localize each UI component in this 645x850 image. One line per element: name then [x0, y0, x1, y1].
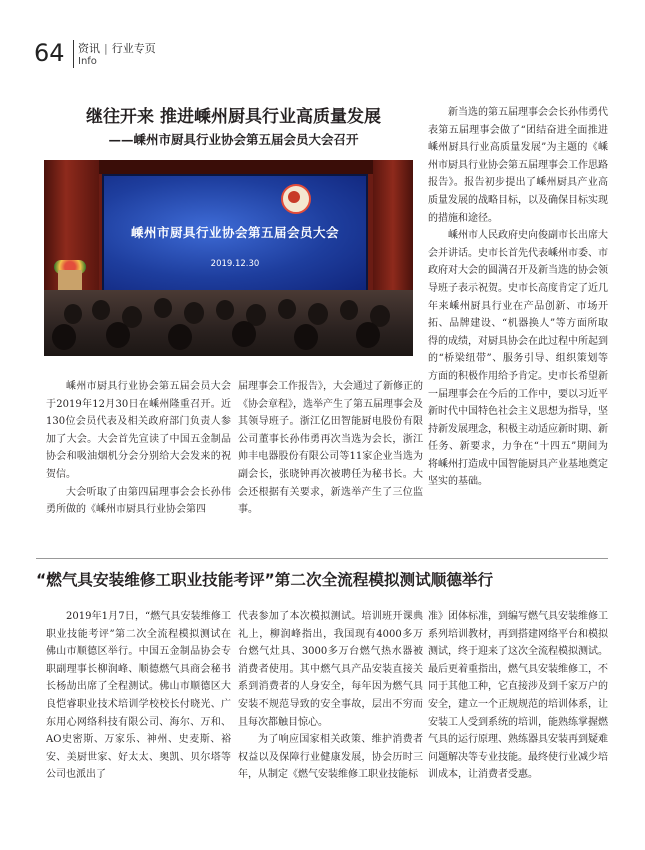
- article1-column-2: [238, 378, 423, 519]
- article2-column-2: [238, 608, 423, 784]
- article2-paragraph: 为了响应国家相关政策、维护消费者权益以及保障行业健康发展，协会历时三年，从制定《燃气安装维修工职业技能标: [238, 734, 423, 781]
- conference-photo: [44, 160, 413, 356]
- section-label: [78, 40, 156, 56]
- article2-paragraph: 准》团体标准，到编写燃气具安装维修工系列培训教材，再到搭建网络平台和模拟测试，终于迎来了这次全流程模拟测试。最后更着重指出，燃气具安装维修工，不同于其他工种，它直接涉及到千家万户的安全，建立一个正规规范的培训体系，让安装工人受到系统的培训，能熟练掌握燃气具的运行原理、熟练器具安装再到疑难问题解决等专业技能。最终使行业减少培训成本，让消费者受惠。: [428, 611, 608, 781]
- article1-paragraph: 大会听取了由第四届理事会会长孙伟勇所做的《嵊州市厨具行业协会第四: [46, 486, 231, 516]
- article1-paragraph: 新当选的第五届理事会会长孙伟勇代表第五届理事会做了“团结奋进全面推进嵊州厨具行业高质量发展”为主题的《嵊州市厨具行业协会第五届理事会工作思路报告》。报告初步提出了嵊州厨具产业高质量发展的战略目标，以及确保目标实现的措施和途径。: [428, 107, 608, 224]
- association-logo-icon: [281, 184, 311, 214]
- screen-title: 嵊州市厨具行业协会第五届会员大会: [130, 225, 339, 240]
- article2-paragraph: 代表参加了本次模拟测试。培训班开课典礼上，柳润峰指出，我国现有4000多万台燃气灶具、3000多万台燃气热水器被消费者使用。其中燃气具产品安装直接关系到消费者的人身安全，每年因为燃气具安装不规范导致的安全事故，层出不穷而且每次都触目惊心。: [238, 611, 423, 728]
- article-divider: [36, 558, 608, 559]
- article1-title: 继往开来 推进嵊州厨具行业高质量发展: [86, 107, 381, 127]
- article2-column-1: [46, 608, 231, 784]
- audience: [44, 290, 413, 356]
- article1-paragraph: 嵊州市人民政府史向俊副市长出席大会并讲话。史市长首先代表嵊州市委、市政府对大会的圆满召开及新当选的协会领导班子表示祝贺。史市长高度肯定了近几年来嵊州厨具行业在产品创新、市场开拓、品牌建设、“机器换人”等方面所取得的成绩，对厨具协会在此过程中所起到的“桥梁纽带”、服务引导、组织策划等方面的积极作用给予肯定。史市长希望新一届理事会在今后的工作中，要以习近平新时代中国特色社会主义思想为指导，坚持新发展理念，积极主动适应新时期、新任务、新要求，力争在“十四五”期间为将嵊州打造成中国智能厨具产业基地奠定坚实的基础。: [428, 230, 608, 488]
- article1-subtitle: ——嵊州市厨具行业协会第五届会员大会召开: [108, 132, 359, 147]
- header-divider: [73, 40, 74, 68]
- article1-column-1: [46, 378, 231, 519]
- section-name: 资讯: [78, 42, 100, 55]
- article2-title: “燃气具安装维修工职业技能考评”第二次全流程模拟测试顺德举行: [36, 571, 494, 589]
- article2-column-3: [428, 608, 608, 784]
- screen-date: 2019.12.30: [210, 259, 260, 269]
- section-english: Info: [78, 56, 97, 67]
- article2-paragraph: 2019年1月7日，“燃气具安装维修工职业技能考评”第二次全流程模拟测试在佛山市顺德区举行。中国五金制品协会专职副理事长柳润峰、顺德燃气具商会秘书长杨劼出席了全程测试。佛山市顺德区大良恺睿职业技术培训学校校长付晓光、广东用心网络科技有限公司、海尔、万和、AO史密斯、万家乐、神州、史麦斯、裕安、美厨世家、好太太、奥凯、贝尔塔等公司也派出了: [46, 611, 231, 781]
- article1-column-3: [428, 104, 608, 491]
- page-number: 64: [34, 39, 65, 67]
- subsection-name: 行业专页: [111, 42, 156, 55]
- projection-screen: [102, 174, 368, 294]
- section-separator: |: [104, 42, 108, 55]
- article1-paragraph: 嵊州市厨具行业协会第五届会员大会于2019年12月30日在嵊州隆重召开。近130位会员代表及相关政府部门负责人参加了大会。大会首先宣读了中国五金制品协会和吸油烟机分会分别给大会发来的祝贺信。: [46, 381, 231, 480]
- article1-paragraph: 届理事会工作报告》，大会通过了新修正的《协会章程》，选举产生了第五届理事会及其领导班子。浙江亿田智能厨电股份有限公司董事长孙伟勇再次当选为会长，浙江帅丰电器股份有限公司等11家企业当选为副会长，张晓钟再次被聘任为秘书长。大会还根据有关要求，新选举产生了三位监事。: [238, 381, 423, 516]
- stage-ceiling: [44, 160, 413, 174]
- logo-center: [288, 191, 300, 203]
